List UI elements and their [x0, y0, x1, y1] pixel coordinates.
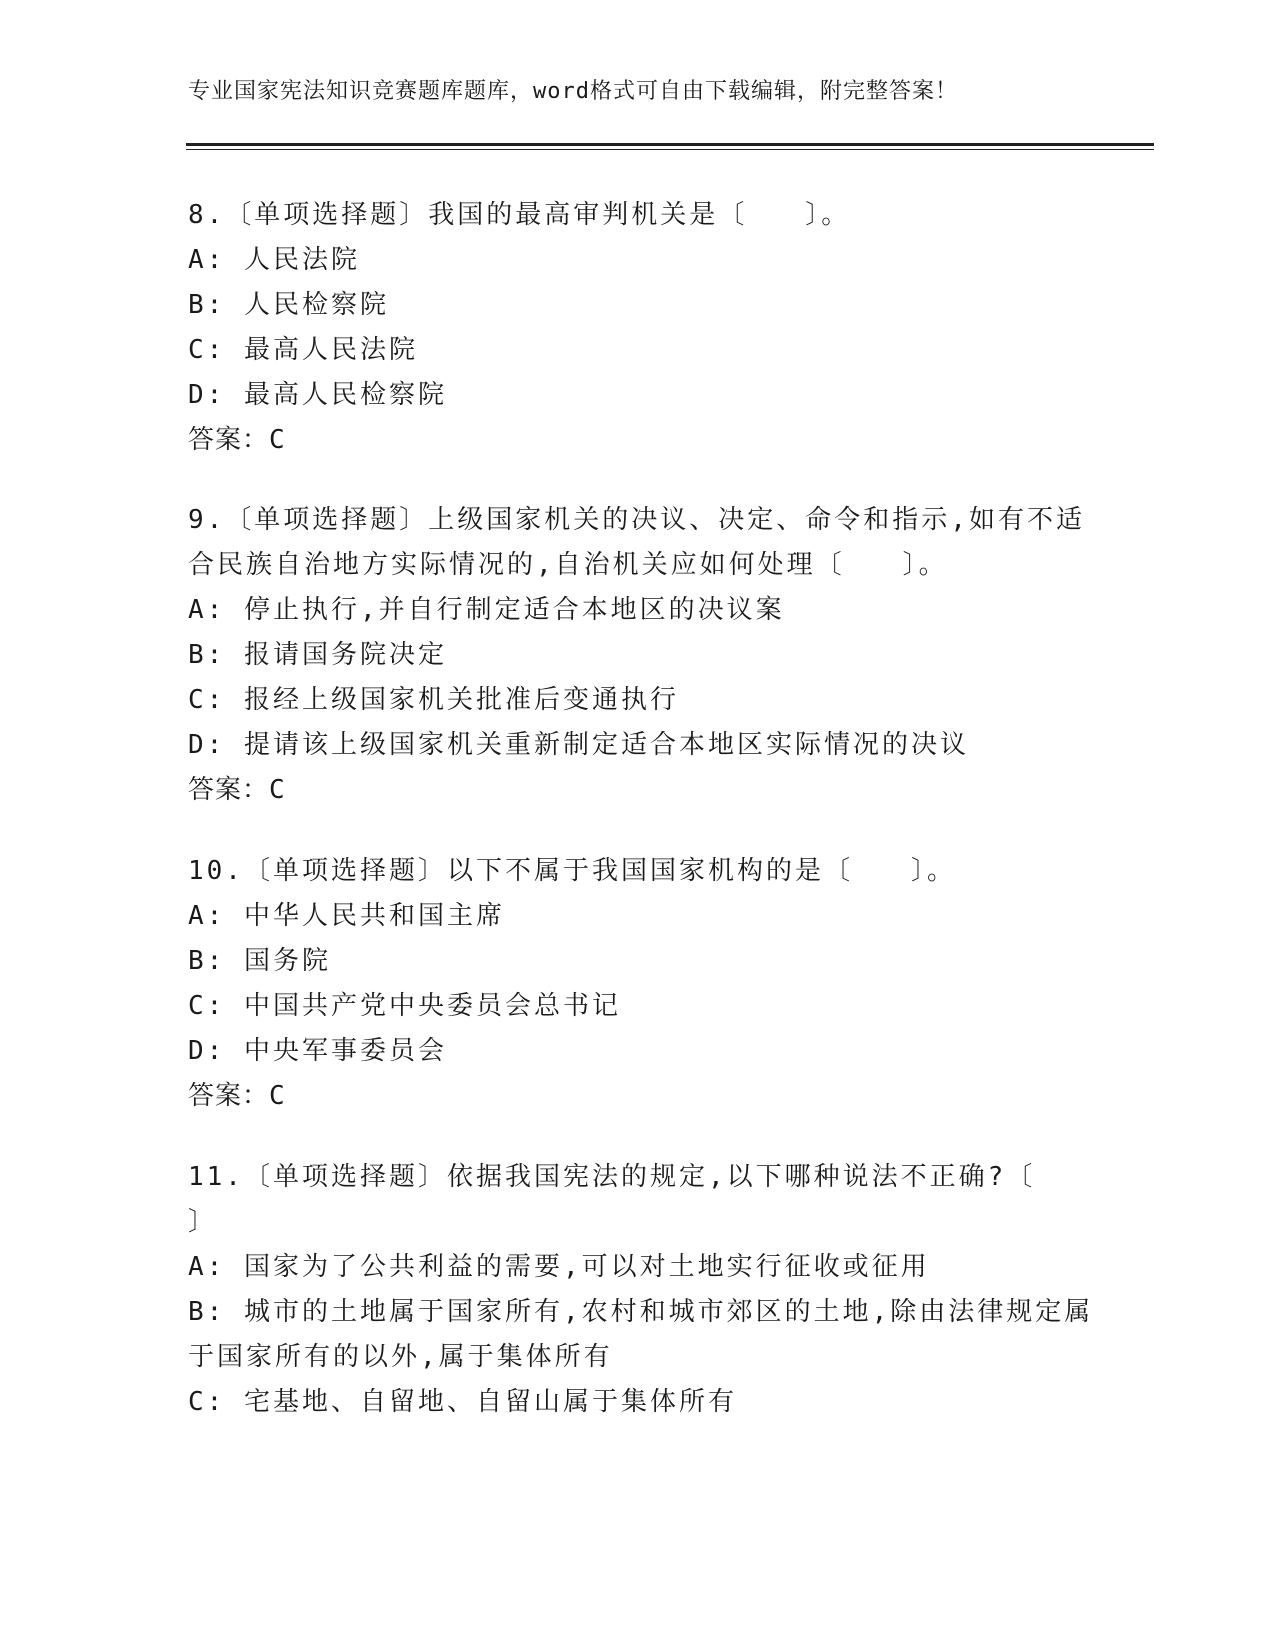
answer [188, 1074, 1088, 1119]
option-c: C: 中国共产党中央委员会总书记 [188, 991, 621, 1021]
question-stem-line-1: 9.〔单项选择题〕上级国家机关的决议、决定、命令和指示,如有不适 [188, 505, 1085, 535]
option-c: C: 宅基地、自留地、自留山属于集体所有 [188, 1387, 737, 1417]
option-c: C: 报经上级国家机关批准后变通执行 [188, 685, 679, 715]
answer-label: 答案： [188, 775, 270, 805]
question-stem-line-2: 〕 [188, 1207, 218, 1237]
answer [188, 418, 1088, 463]
question-stem: 10.〔单项选择题〕以下不属于我国国家机构的是〔 〕。 [188, 856, 956, 886]
option-a: A: 停止执行,并自行制定适合本地区的决议案 [188, 595, 785, 625]
option-b: B: 报请国务院决定 [188, 640, 447, 670]
question-8 [188, 193, 1088, 463]
option-b: B: 国务院 [188, 946, 331, 976]
option-b: B: 人民检察院 [188, 290, 389, 320]
option-a: A: 人民法院 [188, 245, 360, 275]
answer-value: C [269, 425, 286, 455]
answer-label: 答案： [188, 1081, 270, 1111]
option-c: C: 最高人民法院 [188, 335, 418, 365]
header-text: 专业国家宪法知识竞赛题库题库，word格式可自由下载编辑，附完整答案！ [188, 79, 958, 104]
option-d: D: 最高人民检察院 [188, 380, 447, 410]
option-b-line-2: 于国家所有的以外,属于集体所有 [188, 1342, 613, 1372]
question-stem: 8.〔单项选择题〕我国的最高审判机关是〔 〕。 [188, 200, 851, 230]
answer-label: 答案： [188, 425, 270, 455]
option-b-line-1: B: 城市的土地属于国家所有,农村和城市郊区的土地,除由法律规定属 [188, 1297, 1094, 1327]
question-stem-line-2: 合民族自治地方实际情况的,自治机关应如何处理〔 〕。 [188, 550, 948, 580]
question-9 [188, 498, 1088, 813]
option-d: D: 提请该上级国家机关重新制定适合本地区实际情况的决议 [188, 730, 969, 760]
option-a: A: 中华人民共和国主席 [188, 901, 505, 931]
header-rule-thin [186, 149, 1154, 150]
option-a: A: 国家为了公共利益的需要,可以对土地实行征收或征用 [188, 1252, 930, 1282]
question-10 [188, 849, 1088, 1119]
question-11 [188, 1155, 1094, 1425]
question-stem-line-1: 11.〔单项选择题〕依据我国宪法的规定,以下哪种说法不正确?〔 [188, 1162, 1036, 1192]
answer [188, 768, 1088, 813]
answer-value: C [269, 775, 286, 805]
option-d: D: 中央军事委员会 [188, 1036, 447, 1066]
header-rule-thick [186, 143, 1154, 146]
answer-value: C [269, 1081, 286, 1111]
